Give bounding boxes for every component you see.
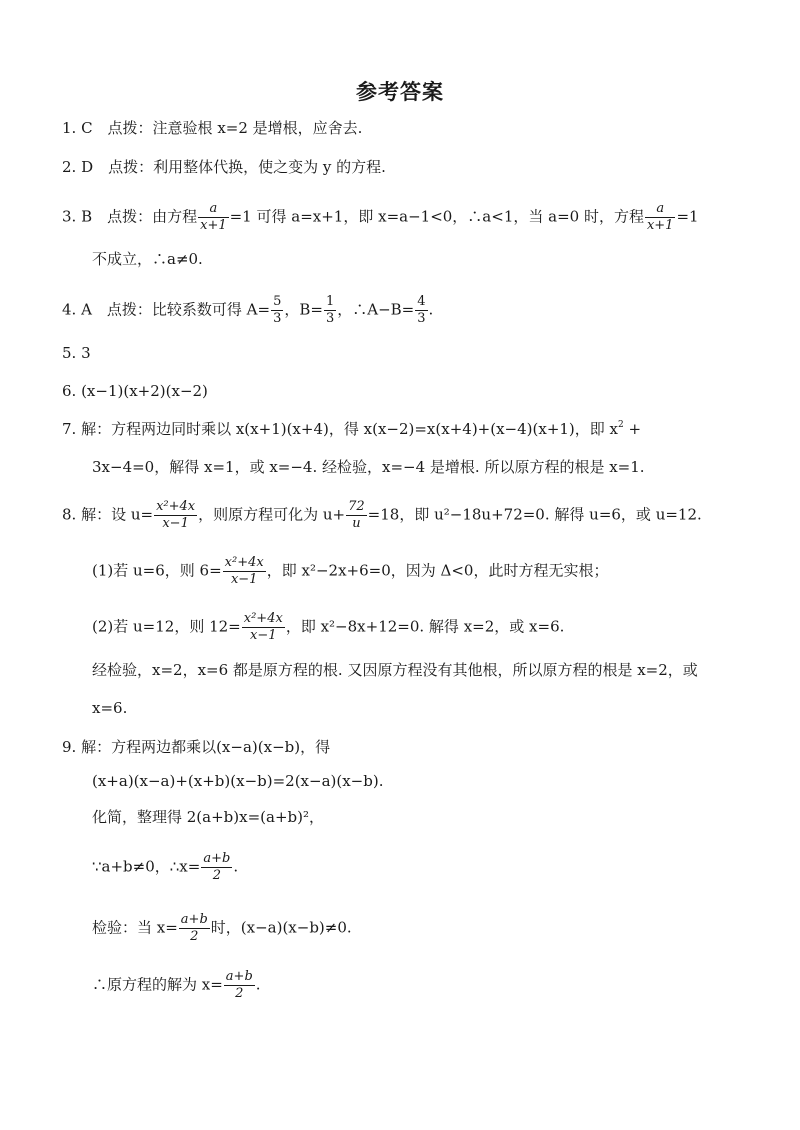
fraction-numerator: 1 xyxy=(325,294,335,309)
answer-9-line-1: 9. 解：方程两边都乘以(x−a)(x−b)，得 xyxy=(62,738,331,756)
answer-8-check-line-1: 经检验，x=2，x=6 都是原方程的根. 又因原方程没有其他根，所以原方程的根是 x=2，或 xyxy=(92,661,698,679)
fraction-numerator: x²+4x xyxy=(224,555,264,570)
answer-8-text-c: =18，即 u²−18u+72=0. 解得 u=6，或 u=12. xyxy=(367,505,702,524)
fraction-numerator: 72 xyxy=(348,499,365,514)
fraction-numerator: x²+4x xyxy=(243,611,283,626)
answer-7-text: 7. 解：方程两边同时乘以 x(x+1)(x+4)，得 x(x−2)=x(x+4)+(x−4)(x+1)，即 x xyxy=(62,420,619,438)
answer-5: 5. 3 xyxy=(62,344,91,362)
answer-8-text-a: 8. 解：设 u= xyxy=(62,505,154,524)
answer-3-text-c: =1 xyxy=(676,207,699,226)
line-5-text-a: 检验：当 x= xyxy=(92,918,178,937)
fraction xyxy=(198,202,229,233)
exponent: 2 xyxy=(618,420,624,430)
answer-9-line-6 xyxy=(92,970,261,1001)
fraction-numerator: a+b xyxy=(180,912,208,927)
answer-4 xyxy=(62,295,433,326)
fraction-numerator: a xyxy=(198,202,229,218)
fraction-numerator: a xyxy=(645,202,676,218)
answer-3-line-1 xyxy=(62,202,699,233)
fraction-denominator: x−1 xyxy=(250,628,277,643)
fraction xyxy=(415,295,427,326)
answer-8-case-1 xyxy=(92,556,608,587)
page-title: 参考答案 xyxy=(356,80,444,104)
case-2-text-b: ，即 x²−8x+12=0. 解得 x=2，或 x=6. xyxy=(285,617,565,636)
fraction-numerator: a+b xyxy=(225,969,253,984)
fraction xyxy=(179,913,210,944)
answer-2: 2. D 点拨：利用整体代换，使之变为 y 的方程. xyxy=(62,158,386,176)
fraction xyxy=(224,970,255,1001)
answer-4-text-a: 4. A 点拨：比较系数可得 A= xyxy=(62,300,271,319)
fraction xyxy=(346,500,367,531)
fraction xyxy=(223,556,266,587)
answer-4-text-d: . xyxy=(428,300,434,319)
answer-8-text-b: ，则原方程可化为 u+ xyxy=(198,505,346,524)
fraction-denominator: u xyxy=(352,516,361,531)
fraction-numerator: 5 xyxy=(273,294,282,309)
fraction-denominator: x−1 xyxy=(162,516,189,531)
fraction-denominator: 3 xyxy=(325,311,335,326)
case-1-text-a: (1)若 u=6，则 6= xyxy=(92,561,222,580)
fraction-denominator: x+1 xyxy=(200,218,227,233)
fraction-denominator: 2 xyxy=(212,868,221,883)
line-4-text-b: . xyxy=(233,857,239,876)
fraction-denominator: 3 xyxy=(417,311,426,326)
answer-7-line-2: 3x−4=0，解得 x=1，或 x=−4. 经检验，x=−4 是增根. 所以原方程的根是 x=1. xyxy=(92,458,645,476)
fraction xyxy=(201,852,232,883)
fraction-denominator: x+1 xyxy=(646,218,674,233)
answer-3-text-b: =1 可得 a=x+1，即 x=a−1<0，∴a<1，当 a=0 时，方程 xyxy=(229,207,644,226)
answer-3-line-2: 不成立，∴a≠0. xyxy=(92,250,203,268)
fraction-denominator: 2 xyxy=(190,929,199,944)
answer-7-line-1 xyxy=(62,419,641,439)
case-1-text-b: ，即 x²−2x+6=0，因为 Δ<0，此时方程无实根； xyxy=(266,561,609,580)
answer-7-text-end: + xyxy=(623,420,642,438)
line-6-text-b: . xyxy=(255,975,261,994)
fraction-numerator: 4 xyxy=(417,294,426,309)
fraction xyxy=(324,295,336,326)
fraction xyxy=(271,295,283,326)
answer-9-line-4 xyxy=(92,852,238,883)
fraction-denominator: 2 xyxy=(235,986,244,1001)
answer-9-line-3: 化简，整理得 2(a+b)x=(a+b)²， xyxy=(92,808,324,826)
answer-3-text-a: 3. B 点拨：由方程 xyxy=(62,207,198,226)
answer-9-line-2: (x+a)(x−a)+(x+b)(x−b)=2(x−a)(x−b). xyxy=(92,772,384,790)
fraction-numerator: x²+4x xyxy=(156,499,196,514)
answer-4-text-b: ，B= xyxy=(284,300,323,319)
fraction xyxy=(154,500,197,531)
answer-6: 6. (x−1)(x+2)(x−2) xyxy=(62,382,208,400)
fraction xyxy=(242,612,285,643)
case-2-text-a: (2)若 u=12，则 12= xyxy=(92,617,241,636)
fraction xyxy=(645,202,676,233)
answer-8-case-2 xyxy=(92,612,564,643)
answer-9-line-5 xyxy=(92,913,352,944)
answer-1: 1. C 点拨：注意验根 x=2 是增根，应舍去. xyxy=(62,119,363,137)
line-4-text-a: ∵a+b≠0，∴x= xyxy=(92,857,201,876)
line-5-text-b: 时，(x−a)(x−b)≠0. xyxy=(210,918,352,937)
answer-4-text-c: ，∴A−B= xyxy=(337,300,415,319)
answer-8-line-1 xyxy=(62,500,702,531)
fraction-denominator: x−1 xyxy=(230,572,258,587)
fraction-denominator: 3 xyxy=(273,311,282,326)
line-6-text-a: ∴原方程的解为 x= xyxy=(92,975,223,994)
fraction-numerator: a+b xyxy=(203,851,231,866)
answer-8-check-line-2: x=6. xyxy=(92,699,128,717)
